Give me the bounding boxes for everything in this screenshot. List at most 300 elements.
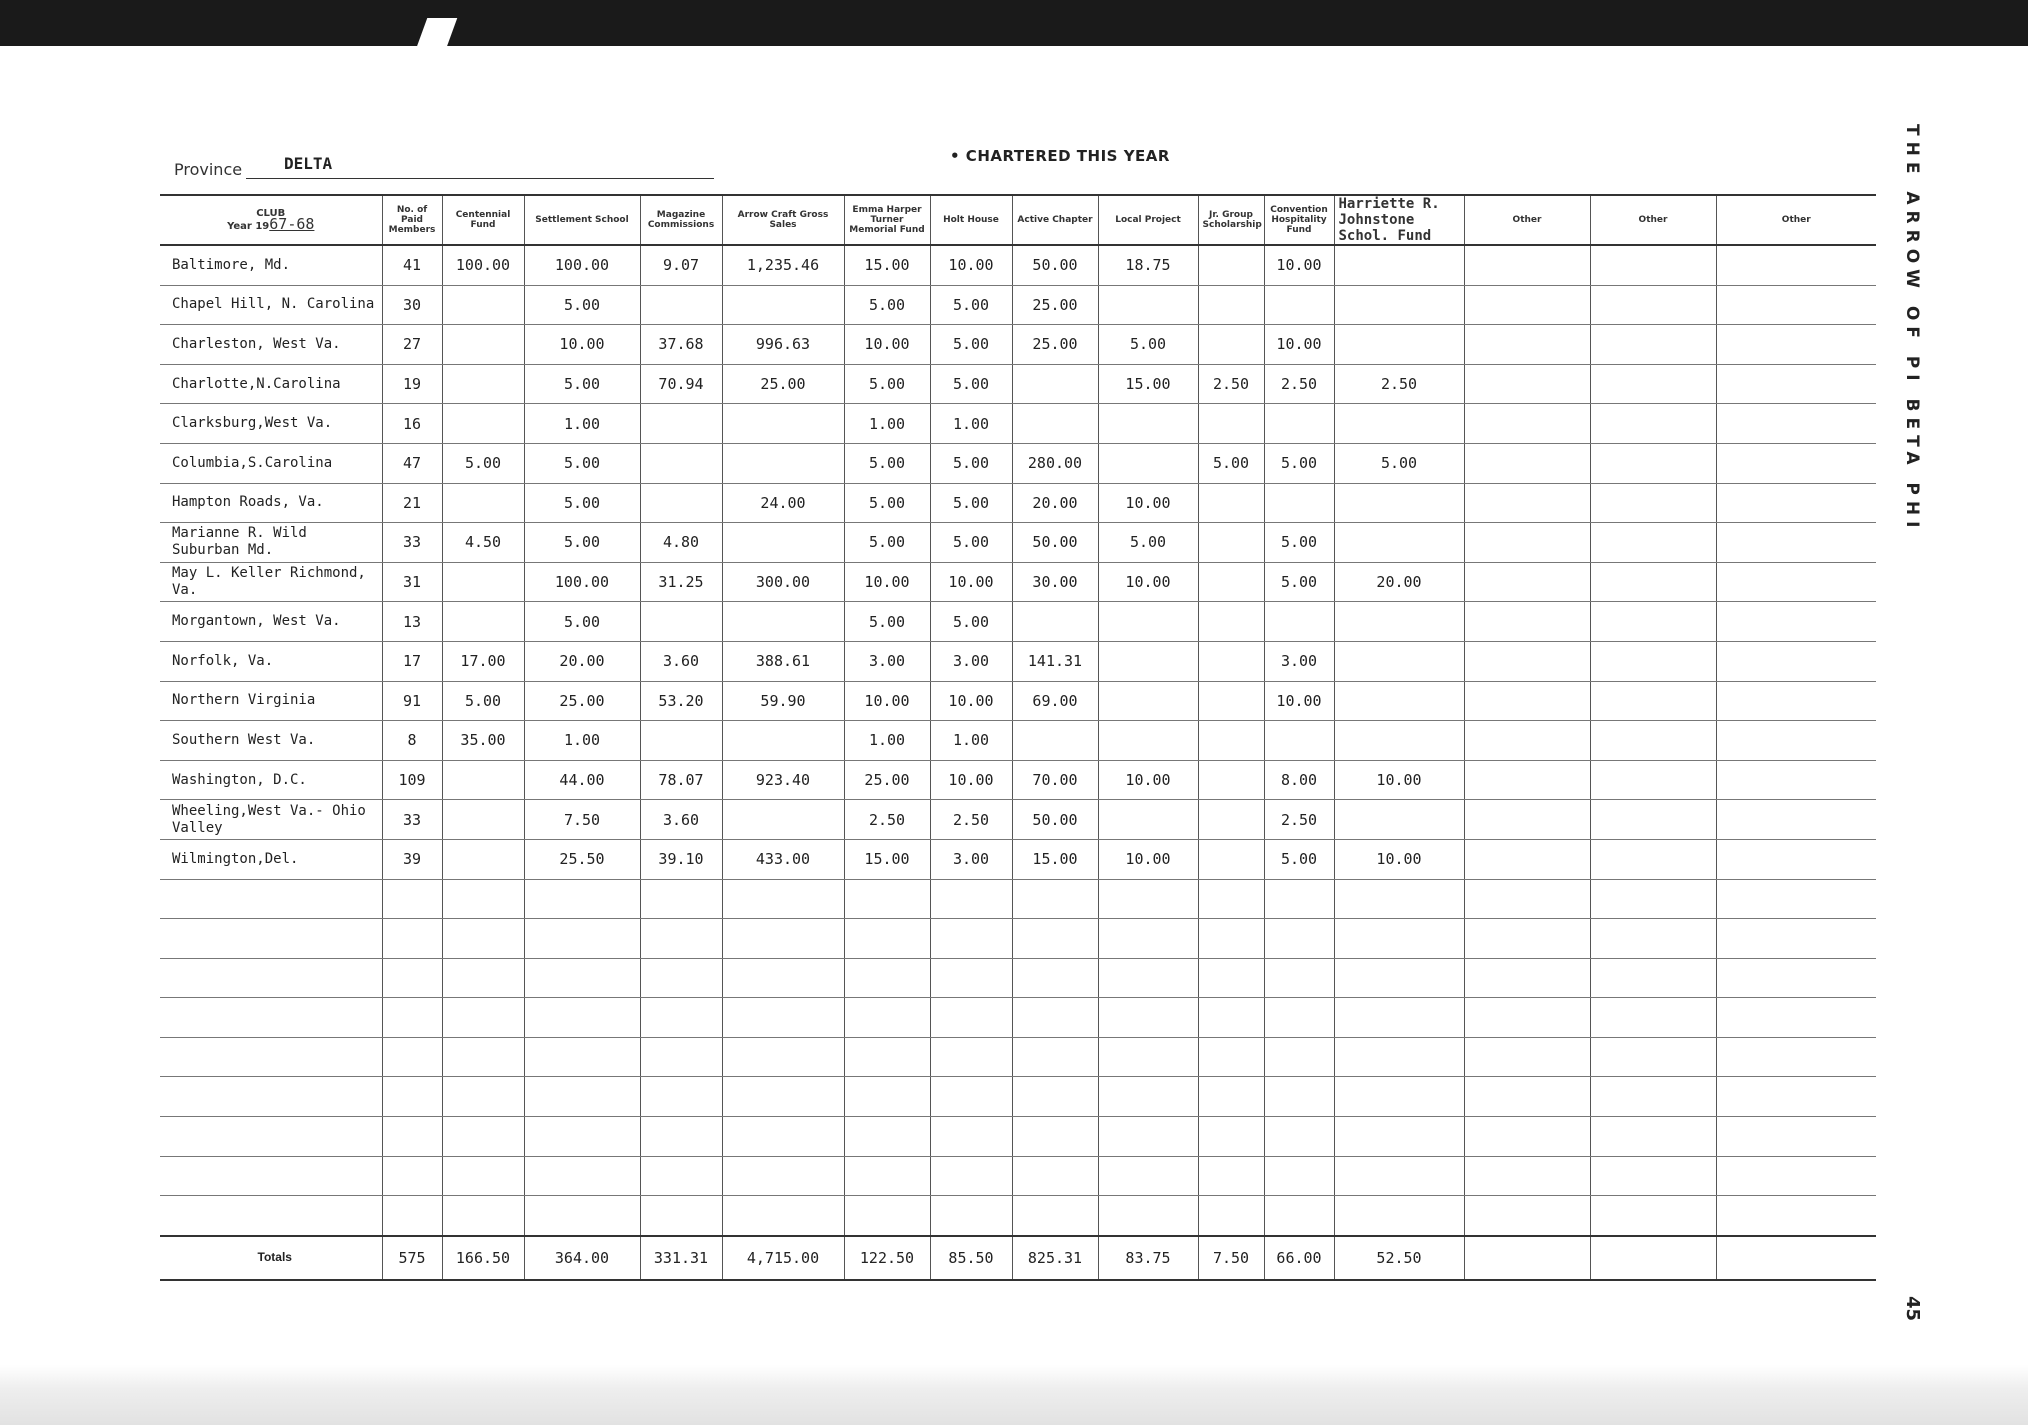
value-cell — [1098, 641, 1198, 681]
value-cell — [1716, 681, 1876, 721]
club-name-cell: Southern West Va. — [160, 721, 382, 761]
header-row — [160, 195, 1876, 245]
value-cell: 70.94 — [640, 364, 722, 404]
club-name-cell: Clarksburg,West Va. — [160, 404, 382, 444]
value-cell: 44.00 — [524, 760, 640, 800]
value-cell — [722, 721, 844, 761]
value-cell — [1716, 1077, 1876, 1117]
value-cell — [1716, 443, 1876, 483]
value-cell — [1198, 958, 1264, 998]
value-cell — [1012, 602, 1098, 642]
value-cell — [1464, 641, 1590, 681]
value-cell: 52.50 — [1334, 1236, 1464, 1280]
club-name-cell: Baltimore, Md. — [160, 245, 382, 285]
value-cell — [1198, 681, 1264, 721]
value-cell — [1464, 285, 1590, 325]
value-cell: 27 — [382, 325, 442, 365]
value-cell — [442, 1117, 524, 1157]
value-cell: 10.00 — [1334, 839, 1464, 879]
value-cell: 66.00 — [1264, 1236, 1334, 1280]
value-cell — [442, 364, 524, 404]
value-cell — [1464, 919, 1590, 959]
value-cell — [1334, 245, 1464, 285]
value-cell: 25.00 — [722, 364, 844, 404]
value-cell: 53.20 — [640, 681, 722, 721]
value-cell — [1264, 1196, 1334, 1236]
value-cell — [930, 1037, 1012, 1077]
value-cell: 2.50 — [930, 800, 1012, 840]
table-row — [160, 483, 1876, 523]
value-cell — [1098, 1037, 1198, 1077]
value-cell — [1098, 800, 1198, 840]
value-cell — [1590, 1037, 1716, 1077]
value-cell — [844, 998, 930, 1038]
value-cell — [844, 879, 930, 919]
value-cell — [1264, 721, 1334, 761]
value-cell — [722, 998, 844, 1038]
value-cell — [1012, 1037, 1098, 1077]
value-cell — [640, 998, 722, 1038]
value-cell — [1464, 602, 1590, 642]
value-cell — [844, 919, 930, 959]
blank-row — [160, 1196, 1876, 1236]
value-cell — [1264, 483, 1334, 523]
value-cell — [640, 1037, 722, 1077]
value-cell — [640, 958, 722, 998]
value-cell: 16 — [382, 404, 442, 444]
value-cell — [382, 1196, 442, 1236]
value-cell — [722, 1117, 844, 1157]
value-cell: 10.00 — [844, 562, 930, 602]
value-cell: 30.00 — [1012, 562, 1098, 602]
value-cell: 10.00 — [1334, 760, 1464, 800]
value-cell: 7.50 — [524, 800, 640, 840]
value-cell: 25.00 — [524, 681, 640, 721]
club-name-cell — [160, 1117, 382, 1157]
value-cell — [844, 1196, 930, 1236]
table-row — [160, 800, 1876, 840]
value-cell — [1012, 1077, 1098, 1117]
value-cell: 24.00 — [722, 483, 844, 523]
value-cell — [1198, 800, 1264, 840]
value-cell — [1716, 721, 1876, 761]
value-cell: 50.00 — [1012, 245, 1098, 285]
value-cell — [1590, 681, 1716, 721]
value-cell — [1334, 1037, 1464, 1077]
value-cell — [442, 562, 524, 602]
value-cell: 70.00 — [1012, 760, 1098, 800]
value-cell: 109 — [382, 760, 442, 800]
value-cell — [1716, 958, 1876, 998]
value-cell: 5.00 — [844, 602, 930, 642]
club-report-table — [160, 194, 1876, 1281]
value-cell — [1464, 721, 1590, 761]
club-name-cell: Washington, D.C. — [160, 760, 382, 800]
value-cell — [1334, 800, 1464, 840]
value-cell — [722, 1196, 844, 1236]
value-cell — [1198, 760, 1264, 800]
value-cell: 31.25 — [640, 562, 722, 602]
value-cell: 1.00 — [930, 404, 1012, 444]
club-name-cell — [160, 958, 382, 998]
value-cell: 166.50 — [442, 1236, 524, 1280]
value-cell — [1464, 1117, 1590, 1157]
club-header-label: CLUB — [256, 207, 286, 219]
value-cell: 20.00 — [524, 641, 640, 681]
value-cell — [1716, 839, 1876, 879]
table-row — [160, 285, 1876, 325]
value-cell — [524, 879, 640, 919]
value-cell — [1590, 800, 1716, 840]
value-cell — [1334, 1196, 1464, 1236]
value-cell: 5.00 — [1334, 443, 1464, 483]
value-cell — [722, 523, 844, 563]
value-cell — [442, 919, 524, 959]
club-name-cell — [160, 998, 382, 1038]
value-cell — [1334, 285, 1464, 325]
value-cell — [1334, 998, 1464, 1038]
value-cell: 2.50 — [1198, 364, 1264, 404]
club-name-cell — [160, 1156, 382, 1196]
value-cell — [382, 958, 442, 998]
value-cell: 3.60 — [640, 641, 722, 681]
value-cell — [524, 958, 640, 998]
value-cell: 50.00 — [1012, 800, 1098, 840]
value-cell: 50.00 — [1012, 523, 1098, 563]
value-cell — [930, 1117, 1012, 1157]
value-cell: 33 — [382, 800, 442, 840]
value-cell — [1098, 681, 1198, 721]
value-cell — [382, 919, 442, 959]
value-cell — [1264, 602, 1334, 642]
blank-row — [160, 1117, 1876, 1157]
value-cell — [1590, 879, 1716, 919]
value-cell: 3.00 — [930, 641, 1012, 681]
value-cell — [1012, 364, 1098, 404]
club-name-cell — [160, 1037, 382, 1077]
province-underline — [246, 178, 714, 179]
value-cell — [1334, 641, 1464, 681]
value-cell — [1464, 404, 1590, 444]
value-cell — [1716, 1037, 1876, 1077]
col-header-johnstone-fund: Harriette R. Johnstone Schol. Fund — [1334, 195, 1464, 245]
value-cell: 78.07 — [640, 760, 722, 800]
value-cell — [1098, 879, 1198, 919]
value-cell: 5.00 — [930, 364, 1012, 404]
value-cell — [1590, 1077, 1716, 1117]
club-name-cell: Marianne R. Wild Suburban Md. — [160, 523, 382, 563]
col-header-centennial-fund: Centennial Fund — [442, 195, 524, 245]
value-cell — [722, 800, 844, 840]
value-cell — [1264, 1077, 1334, 1117]
value-cell — [1334, 602, 1464, 642]
value-cell: 10.00 — [930, 681, 1012, 721]
value-cell — [1264, 404, 1334, 444]
value-cell — [640, 404, 722, 444]
value-cell — [1098, 404, 1198, 444]
table-row — [160, 839, 1876, 879]
value-cell — [1198, 404, 1264, 444]
value-cell: 85.50 — [930, 1236, 1012, 1280]
value-cell — [640, 879, 722, 919]
value-cell — [1590, 285, 1716, 325]
value-cell: 83.75 — [1098, 1236, 1198, 1280]
value-cell: 25.00 — [1012, 325, 1098, 365]
value-cell: 5.00 — [844, 483, 930, 523]
value-cell — [1012, 1196, 1098, 1236]
year-value: 67-68 — [269, 214, 315, 233]
table-row — [160, 681, 1876, 721]
value-cell — [382, 998, 442, 1038]
value-cell: 20.00 — [1334, 562, 1464, 602]
value-cell: 47 — [382, 443, 442, 483]
value-cell: 5.00 — [1264, 443, 1334, 483]
value-cell — [1012, 919, 1098, 959]
value-cell: 300.00 — [722, 562, 844, 602]
club-name-cell: Charleston, West Va. — [160, 325, 382, 365]
blank-row — [160, 1156, 1876, 1196]
value-cell: 5.00 — [930, 523, 1012, 563]
value-cell: 331.31 — [640, 1236, 722, 1280]
value-cell — [722, 958, 844, 998]
value-cell — [1198, 721, 1264, 761]
value-cell: 575 — [382, 1236, 442, 1280]
value-cell — [1464, 245, 1590, 285]
value-cell — [1590, 839, 1716, 879]
value-cell: 15.00 — [844, 839, 930, 879]
value-cell — [1716, 245, 1876, 285]
value-cell — [1098, 1077, 1198, 1117]
value-cell — [1464, 562, 1590, 602]
value-cell — [1590, 721, 1716, 761]
value-cell: 388.61 — [722, 641, 844, 681]
value-cell: 10.00 — [1098, 760, 1198, 800]
value-cell — [442, 998, 524, 1038]
value-cell: 10.00 — [844, 681, 930, 721]
table-row — [160, 325, 1876, 365]
value-cell — [1098, 443, 1198, 483]
value-cell — [1012, 1156, 1098, 1196]
value-cell — [1264, 958, 1334, 998]
value-cell — [1590, 245, 1716, 285]
value-cell: 9.07 — [640, 245, 722, 285]
value-cell: 10.00 — [1098, 483, 1198, 523]
value-cell — [1590, 1196, 1716, 1236]
value-cell — [1264, 998, 1334, 1038]
value-cell: 1,235.46 — [722, 245, 844, 285]
value-cell — [1716, 364, 1876, 404]
value-cell: 3.00 — [844, 641, 930, 681]
value-cell: 13 — [382, 602, 442, 642]
value-cell: 33 — [382, 523, 442, 563]
value-cell: 10.00 — [930, 562, 1012, 602]
club-name-cell: Wheeling,West Va.- Ohio Valley — [160, 800, 382, 840]
value-cell: 5.00 — [524, 483, 640, 523]
value-cell: 31 — [382, 562, 442, 602]
value-cell — [1198, 562, 1264, 602]
value-cell — [442, 1196, 524, 1236]
value-cell — [722, 404, 844, 444]
club-name-cell: Hampton Roads, Va. — [160, 483, 382, 523]
value-cell — [1198, 839, 1264, 879]
value-cell — [1198, 483, 1264, 523]
value-cell: 5.00 — [930, 325, 1012, 365]
value-cell — [442, 879, 524, 919]
value-cell — [442, 1156, 524, 1196]
value-cell — [1464, 800, 1590, 840]
value-cell: 4.50 — [442, 523, 524, 563]
value-cell: 5.00 — [844, 523, 930, 563]
table-row — [160, 721, 1876, 761]
value-cell — [442, 800, 524, 840]
value-cell: 25.00 — [844, 760, 930, 800]
value-cell — [1716, 483, 1876, 523]
value-cell — [1716, 1236, 1876, 1280]
value-cell: 7.50 — [1198, 1236, 1264, 1280]
value-cell: 5.00 — [1264, 523, 1334, 563]
table-row — [160, 523, 1876, 563]
club-name-cell: Morgantown, West Va. — [160, 602, 382, 642]
table-row — [160, 641, 1876, 681]
value-cell — [640, 1077, 722, 1117]
value-cell — [442, 1077, 524, 1117]
side-title: THE ARROW OF PI BETA PHI — [1902, 124, 1922, 534]
value-cell — [722, 285, 844, 325]
value-cell — [844, 1077, 930, 1117]
value-cell: 2.50 — [1264, 800, 1334, 840]
club-name-cell: Charlotte,N.Carolina — [160, 364, 382, 404]
value-cell — [930, 1156, 1012, 1196]
value-cell: 1.00 — [844, 404, 930, 444]
value-cell — [1590, 523, 1716, 563]
value-cell — [930, 1196, 1012, 1236]
value-cell — [722, 602, 844, 642]
value-cell: 15.00 — [1012, 839, 1098, 879]
value-cell: 10.00 — [844, 325, 930, 365]
value-cell — [524, 998, 640, 1038]
value-cell — [1198, 641, 1264, 681]
value-cell: 19 — [382, 364, 442, 404]
value-cell: 25.00 — [1012, 285, 1098, 325]
value-cell — [1590, 364, 1716, 404]
value-cell — [1716, 1117, 1876, 1157]
value-cell: 4.80 — [640, 523, 722, 563]
value-cell — [722, 1037, 844, 1077]
value-cell — [1198, 325, 1264, 365]
club-name-cell — [160, 919, 382, 959]
value-cell — [722, 879, 844, 919]
col-header-other-3: Other — [1716, 195, 1876, 245]
value-cell: 5.00 — [1098, 523, 1198, 563]
value-cell — [1464, 760, 1590, 800]
value-cell — [640, 1156, 722, 1196]
club-name-cell: Norfolk, Va. — [160, 641, 382, 681]
value-cell — [382, 1117, 442, 1157]
value-cell — [1334, 1077, 1464, 1117]
col-header-other-2: Other — [1590, 195, 1716, 245]
value-cell: 5.00 — [524, 285, 640, 325]
value-cell — [1464, 443, 1590, 483]
value-cell — [640, 285, 722, 325]
col-header-other-1: Other — [1464, 195, 1590, 245]
value-cell — [1590, 1117, 1716, 1157]
club-name-cell: Chapel Hill, N. Carolina — [160, 285, 382, 325]
club-name-cell: Northern Virginia — [160, 681, 382, 721]
value-cell — [1198, 285, 1264, 325]
value-cell — [1590, 998, 1716, 1038]
value-cell: 5.00 — [1198, 443, 1264, 483]
value-cell: 1.00 — [844, 721, 930, 761]
value-cell: 5.00 — [442, 443, 524, 483]
value-cell — [1264, 919, 1334, 959]
value-cell: 280.00 — [1012, 443, 1098, 483]
scan-top-edge — [0, 0, 2028, 46]
value-cell — [1464, 879, 1590, 919]
value-cell: 5.00 — [930, 285, 1012, 325]
value-cell: 825.31 — [1012, 1236, 1098, 1280]
value-cell: 10.00 — [930, 245, 1012, 285]
value-cell: 5.00 — [930, 443, 1012, 483]
value-cell: 10.00 — [930, 760, 1012, 800]
value-cell: 5.00 — [1264, 562, 1334, 602]
value-cell: 433.00 — [722, 839, 844, 879]
value-cell — [524, 919, 640, 959]
value-cell — [382, 879, 442, 919]
value-cell: 5.00 — [1098, 325, 1198, 365]
value-cell — [844, 1117, 930, 1157]
value-cell — [382, 1156, 442, 1196]
value-cell: 15.00 — [844, 245, 930, 285]
value-cell — [640, 602, 722, 642]
value-cell: 4,715.00 — [722, 1236, 844, 1280]
value-cell — [1334, 483, 1464, 523]
value-cell — [930, 998, 1012, 1038]
blank-row — [160, 1037, 1876, 1077]
value-cell — [1590, 602, 1716, 642]
value-cell — [1590, 443, 1716, 483]
value-cell — [1464, 523, 1590, 563]
value-cell: 5.00 — [524, 602, 640, 642]
value-cell: 3.60 — [640, 800, 722, 840]
value-cell: 5.00 — [930, 483, 1012, 523]
value-cell: 141.31 — [1012, 641, 1098, 681]
value-cell — [1590, 562, 1716, 602]
value-cell: 122.50 — [844, 1236, 930, 1280]
value-cell — [640, 919, 722, 959]
value-cell: 41 — [382, 245, 442, 285]
value-cell — [1198, 1196, 1264, 1236]
club-header — [160, 195, 382, 245]
club-name-cell: Wilmington,Del. — [160, 839, 382, 879]
value-cell: 18.75 — [1098, 245, 1198, 285]
value-cell: 20.00 — [1012, 483, 1098, 523]
value-cell — [442, 760, 524, 800]
value-cell — [722, 443, 844, 483]
blank-row — [160, 998, 1876, 1038]
value-cell — [1012, 958, 1098, 998]
value-cell — [722, 919, 844, 959]
value-cell — [442, 325, 524, 365]
value-cell — [442, 285, 524, 325]
blank-row — [160, 1077, 1876, 1117]
value-cell: 100.00 — [442, 245, 524, 285]
value-cell — [1198, 1077, 1264, 1117]
value-cell: 5.00 — [844, 285, 930, 325]
value-cell — [1716, 602, 1876, 642]
value-cell — [1012, 879, 1098, 919]
value-cell — [1198, 245, 1264, 285]
table-row — [160, 443, 1876, 483]
